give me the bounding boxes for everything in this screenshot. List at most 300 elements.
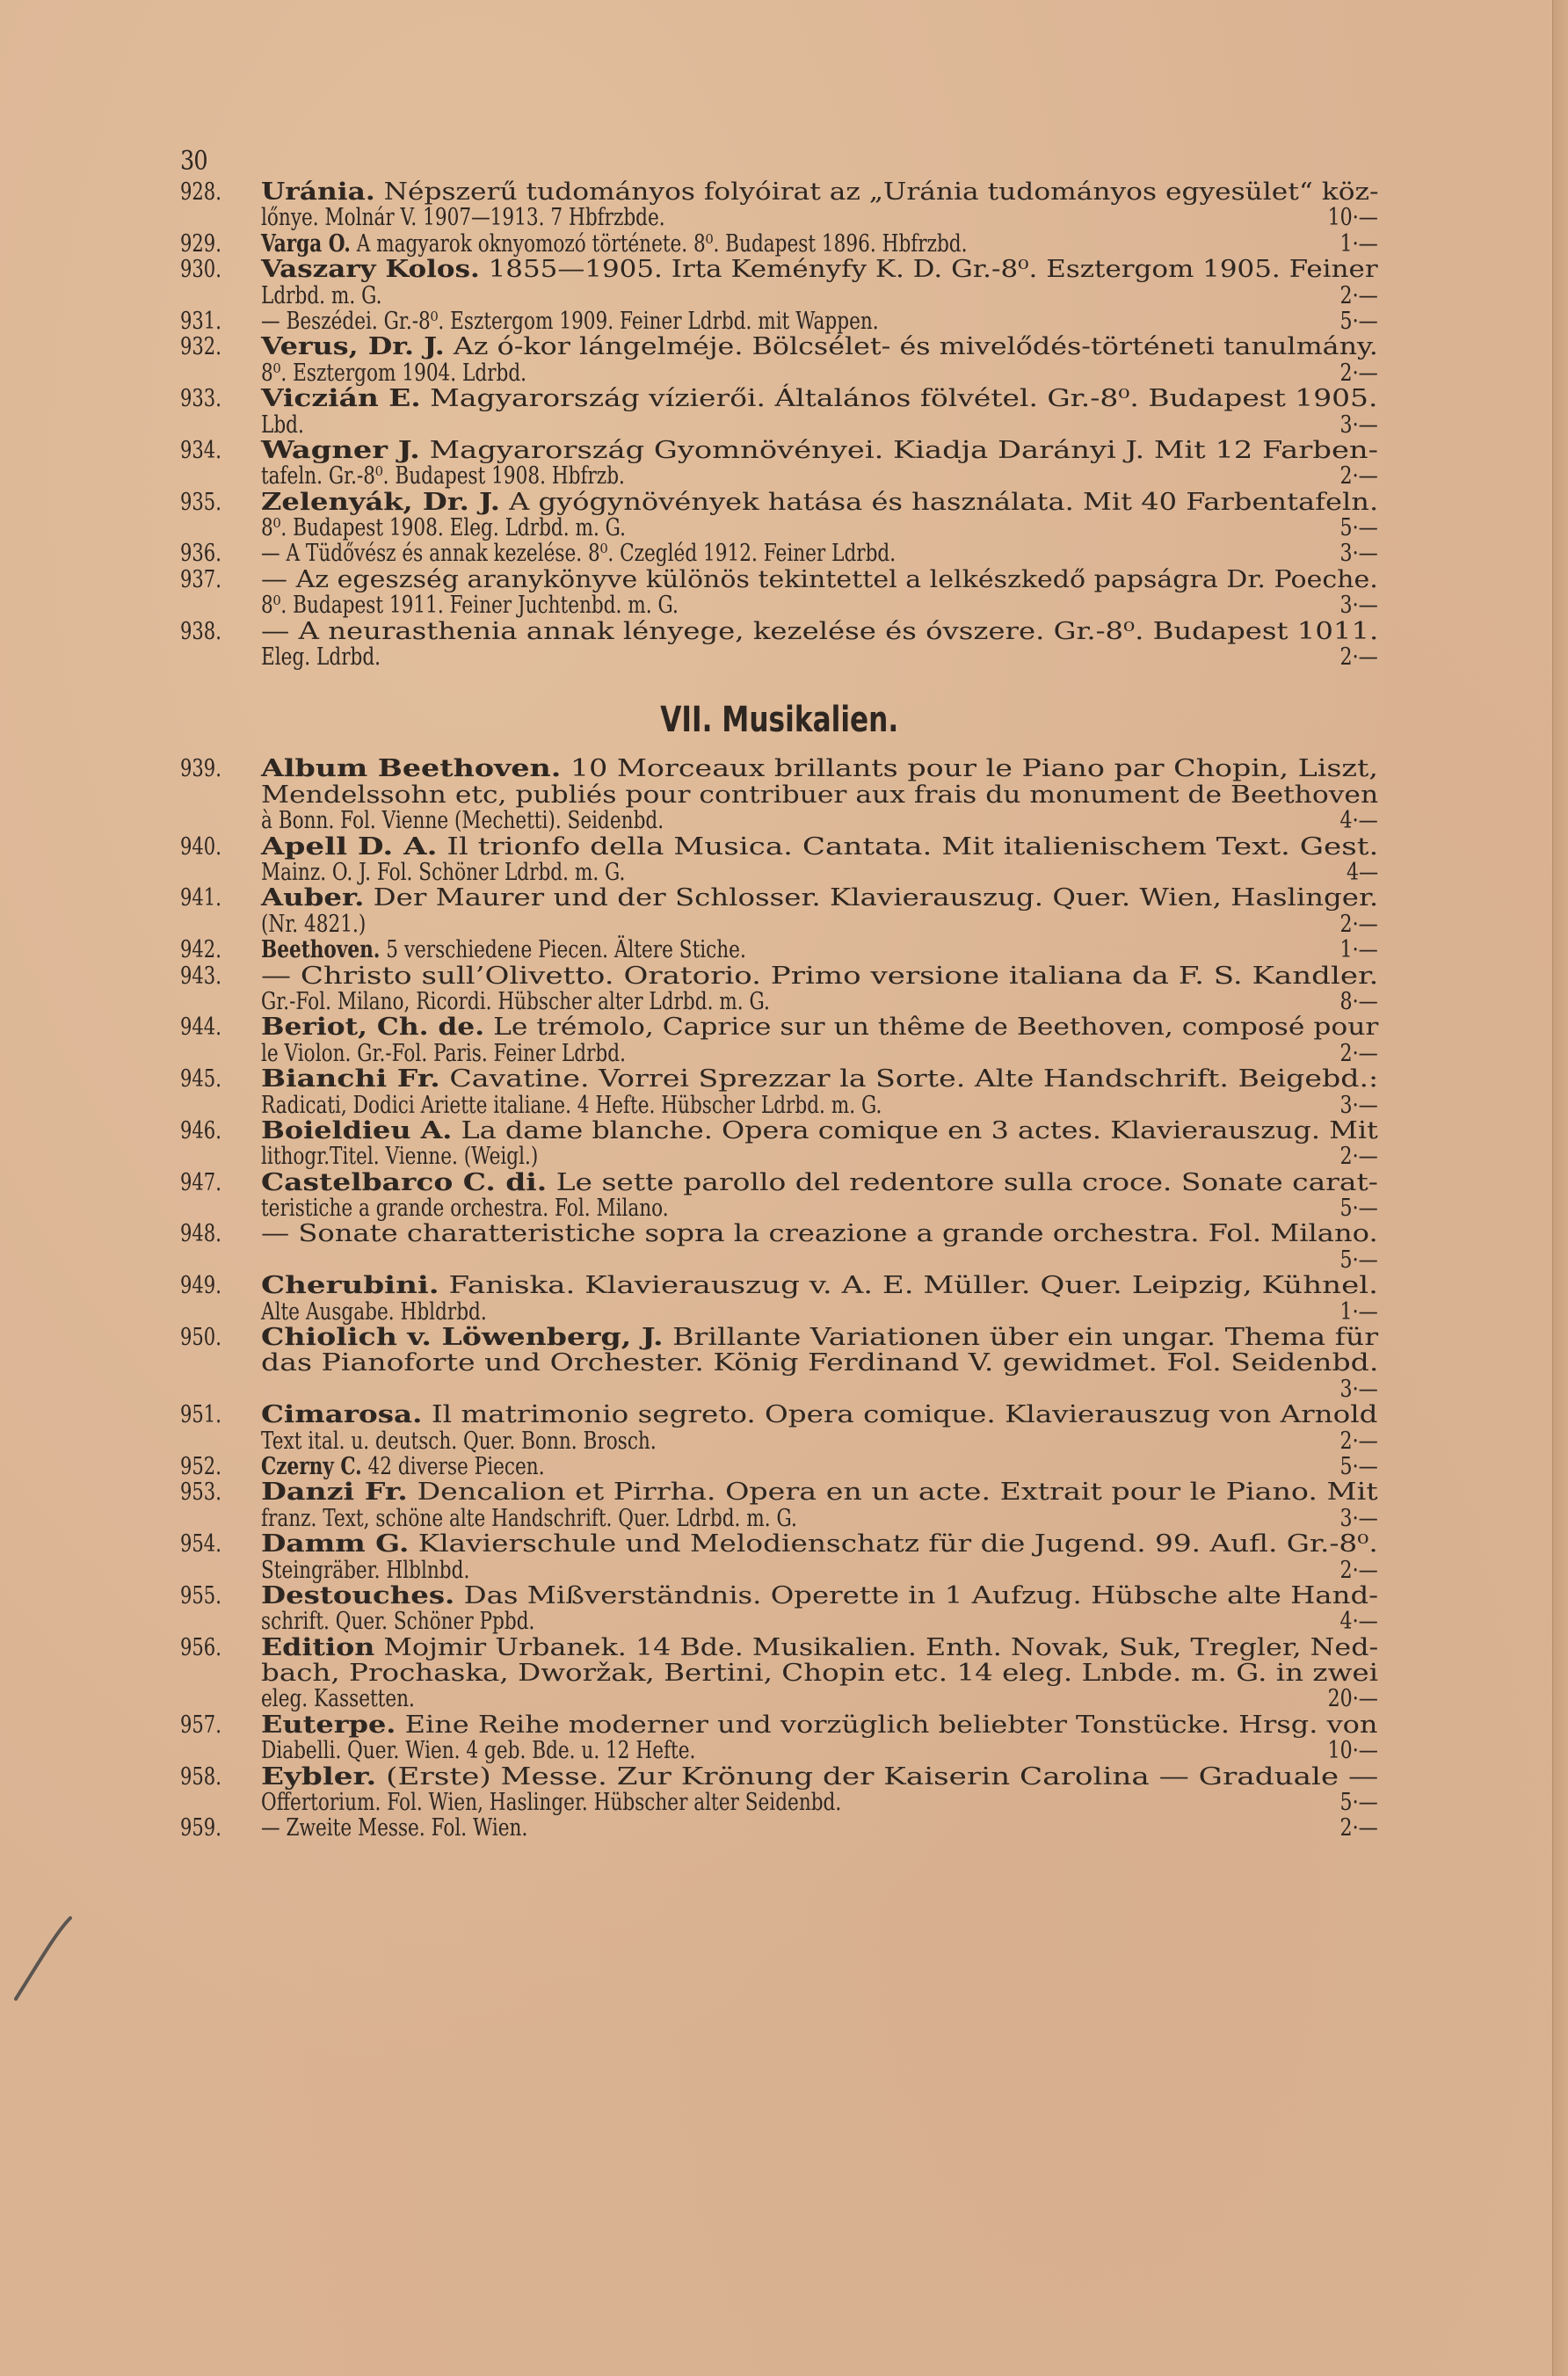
entry-number: 938.: [180, 617, 221, 645]
entry-line: [180, 1738, 1378, 1763]
entry-text: [261, 1014, 1378, 1040]
entry-line: [180, 1377, 1378, 1402]
entry-line: [180, 1479, 1378, 1505]
entry-description: eleg. Kassetten.: [261, 1685, 415, 1713]
entry-price: 4·—: [1339, 807, 1378, 835]
entry-text: [261, 1558, 469, 1583]
entry-author: Varga O.: [261, 229, 351, 258]
entry-price: 2·—: [1339, 359, 1378, 387]
entry-line: [180, 834, 1378, 860]
entry-author: Edition: [261, 1633, 375, 1661]
entry-price: 20·—: [1327, 1685, 1378, 1713]
entry-number: 933.: [180, 385, 221, 413]
catalog-entry: [180, 1325, 1378, 1402]
entry-line: [180, 1790, 1378, 1815]
entry-line: [180, 1325, 1378, 1350]
entry-line: [180, 360, 1378, 386]
entry-author: Verus, Dr. J.: [261, 333, 445, 361]
entry-description: Faniska. Klavierauszug v. A. E. Müller. Quer. Leipzig, Kühnel.: [439, 1272, 1379, 1300]
entry-line: [180, 386, 1378, 411]
entry-description: 8⁰. Budapest 1911. Feiner Juchtenbd. m. G.: [261, 592, 679, 620]
entry-price: 1·—: [1339, 936, 1378, 964]
catalog-entry: [180, 179, 1378, 231]
entry-description: Mendelssohn etc, publiés pour contribuer aux frais du monument de Beethoven: [261, 781, 1379, 809]
catalog-entry: [180, 334, 1378, 386]
entry-text: [261, 756, 1378, 781]
entry-line: [180, 782, 1378, 808]
entry-price: 2·—: [1339, 281, 1378, 309]
entry-text: [261, 1195, 669, 1221]
entry-number: 949.: [180, 1272, 221, 1300]
entry-text: [261, 1609, 534, 1634]
catalog-entry: [180, 1764, 1378, 1816]
catalog-entry: [180, 1221, 1378, 1273]
entry-description: das Pianoforte und Orchester. König Ferdinand V. gewidmet. Fol. Seidenbd.: [261, 1349, 1379, 1377]
entry-author: Castelbarco C. di.: [261, 1168, 548, 1196]
entry-description: Magyarország vízierői. Általános fölvétel. Gr.-8⁰. Budapest 1905.: [420, 385, 1378, 413]
entry-price: 2·—: [1339, 1039, 1378, 1067]
entry-line: [180, 1764, 1378, 1790]
entry-author: Cherubini.: [261, 1272, 439, 1300]
entry-price: 3·—: [1339, 1504, 1378, 1532]
entry-text: [261, 1299, 487, 1325]
entry-text: [261, 1738, 695, 1763]
entry-price: 2·—: [1339, 1556, 1378, 1584]
entry-text: [261, 937, 746, 963]
entry-description: — Az egeszség aranykönyve különös tekintettel a lelkészkedő papságra Dr. Poeche.: [261, 565, 1378, 593]
entry-line: [180, 1093, 1378, 1118]
entry-text: [261, 1635, 1378, 1660]
entry-text: [261, 592, 679, 618]
entry-price: 5·—: [1339, 1195, 1378, 1223]
entry-text: [261, 1712, 1378, 1738]
entry-line: [180, 885, 1378, 911]
entry-text: [261, 1583, 1378, 1609]
entry-text: [261, 989, 770, 1014]
catalog-entry: [180, 885, 1378, 937]
catalog-entry: [180, 1635, 1378, 1712]
catalog-entry: [180, 1479, 1378, 1531]
entry-text: [261, 567, 1378, 592]
entry-price: 4·—: [1339, 1608, 1378, 1636]
entry-number: 928.: [180, 178, 221, 206]
entry-line: [180, 1660, 1378, 1686]
entry-price: 5·—: [1339, 514, 1378, 542]
entry-line: [180, 1195, 1378, 1221]
entry-line: [180, 1712, 1378, 1738]
entry-line: [180, 541, 1378, 566]
entry-line: [180, 1170, 1378, 1195]
entry-text: [261, 1479, 1378, 1505]
entry-line: [180, 989, 1378, 1014]
entry-line: [180, 231, 1378, 257]
entry-number: 940.: [180, 832, 221, 861]
entry-line: [180, 205, 1378, 230]
entry-description: Népszerű tudományos folyóirat az „Uránia tudományos egyesület“ köz-: [374, 178, 1379, 206]
entry-line: [180, 963, 1378, 989]
entry-line: [180, 1506, 1378, 1531]
entry-description: — A neurasthenia annak lényege, kezelése és óvszere. Gr.-8⁰. Budapest 1011.: [261, 617, 1379, 645]
entry-number: 947.: [180, 1168, 221, 1196]
entry-price: 5·—: [1339, 1789, 1378, 1817]
entry-text: [261, 1221, 1378, 1246]
catalog-entry: [180, 1712, 1378, 1764]
entries-musikalien-section: [180, 756, 1378, 1841]
entry-description: Dencalion et Pirrha. Opera en un acte. Extrait pour le Piano. Mit: [407, 1479, 1378, 1507]
entry-description: 8⁰. Esztergom 1904. Ldrbd.: [261, 359, 527, 387]
entry-text: [261, 1041, 626, 1066]
entry-line: [180, 644, 1378, 670]
entry-author: Euterpe.: [261, 1711, 396, 1739]
entry-number: 945.: [180, 1065, 221, 1094]
entry-description: bach, Prochaska, Dworžak, Bertini, Chopin etc. 14 eleg. Lnbde. m. G. in zwei: [261, 1660, 1379, 1688]
catalog-entry: [180, 756, 1378, 833]
entry-line: [180, 756, 1378, 781]
entry-price: 2·—: [1339, 643, 1378, 672]
entry-line: [180, 1454, 1378, 1479]
page-edge-fold: [1552, 0, 1568, 2376]
entry-text: [261, 1273, 1378, 1298]
entry-number: 946.: [180, 1116, 221, 1144]
entry-number: 929.: [180, 229, 221, 258]
entry-description: le Violon. Gr.-Fol. Paris. Feiner Ldrbd.: [261, 1039, 626, 1067]
entry-description: Eine Reihe moderner und vorzüglich beliebter Tonstücke. Hrsg. von: [396, 1711, 1378, 1739]
entry-description: (Nr. 4821.): [261, 910, 367, 938]
catalog-entry: [180, 619, 1378, 671]
catalog-entry: [180, 257, 1378, 309]
entry-description: Radicati, Dodici Ariette italiane. 4 Hefte. Hübscher Ldrbd. m. G.: [261, 1091, 882, 1119]
entry-text: [261, 1144, 538, 1169]
entry-number: 931.: [180, 307, 221, 335]
entry-number: 934.: [180, 436, 221, 464]
entry-line: [180, 1531, 1378, 1557]
entry-author: Beethoven.: [261, 936, 381, 964]
entry-line: [180, 309, 1378, 334]
entry-author: Wagner J.: [261, 436, 420, 464]
entry-number: 942.: [180, 936, 221, 964]
entry-price: 10·—: [1327, 1737, 1378, 1765]
entry-line: [180, 1635, 1378, 1660]
entry-number: 957.: [180, 1711, 221, 1739]
entry-text: [261, 1790, 841, 1815]
entry-text: [261, 860, 625, 885]
section-heading: [180, 670, 1378, 745]
entry-price: 2·—: [1339, 1814, 1378, 1842]
page-number: 30: [180, 146, 207, 177]
entry-description: à Bonn. Fol. Vienne (Mechetti). Seidenbd.: [261, 807, 664, 835]
entry-line: [180, 1299, 1378, 1325]
entry-description: A magyarok oknyomozó története. 8⁰. Budapest 1896. Hbfrzbd.: [350, 229, 968, 258]
entry-description: Cavatine. Vorrei Sprezzar la Sorte. Alte Handschrift. Beigebd.:: [439, 1065, 1379, 1094]
catalog-entry: [180, 567, 1378, 619]
catalog-entry: [180, 231, 1378, 257]
entry-text: [261, 360, 526, 386]
entry-description: 1855—1905. Irta Keményfy K. D. Gr.-8⁰. Esztergom 1905. Feiner: [479, 256, 1378, 284]
catalog-entry: [180, 1273, 1378, 1325]
entry-description: Magyarország Gyomnövényei. Kiadja Darányi J. Mit 12 Farben-: [419, 436, 1378, 464]
entry-author: Zelenyák, Dr. J.: [261, 488, 500, 516]
entry-description: 10 Morceaux brillants pour le Piano par Chopin, Liszt,: [561, 755, 1378, 783]
entry-author: Damm G.: [261, 1530, 410, 1559]
entry-description: A gyógynövények hatása és használata. Mit 40 Farbentafeln.: [499, 488, 1379, 516]
entry-number: 948.: [180, 1220, 221, 1248]
entry-line: [180, 1428, 1378, 1454]
entry-number: 956.: [180, 1633, 221, 1661]
entry-line: [180, 412, 1378, 438]
entry-description: 5 verschiedene Piecen. Ältere Stiche.: [380, 936, 746, 964]
entry-description: tafeln. Gr.-8⁰. Budapest 1908. Hbfrzb.: [261, 462, 625, 490]
catalog-entry: [180, 1014, 1378, 1066]
entry-number: 936.: [180, 540, 221, 568]
entry-author: Uránia.: [261, 178, 375, 206]
entry-number: 954.: [180, 1530, 221, 1559]
entry-text: [261, 1815, 527, 1841]
entry-price: 10·—: [1327, 204, 1378, 232]
entry-text: [261, 1066, 1378, 1092]
entry-text: [261, 619, 1378, 644]
entry-text: [261, 205, 665, 230]
entry-description: — Zweite Messe. Fol. Wien.: [261, 1814, 528, 1842]
catalog-entry: [180, 1170, 1378, 1222]
entry-author: Destouches.: [261, 1581, 455, 1609]
entry-line: [180, 1041, 1378, 1066]
catalog-entry: [180, 490, 1378, 541]
entry-description: — Christo sull’Olivetto. Oratorio. Primo versione italiana da F. S. Kandler.: [261, 962, 1379, 990]
entry-line: [180, 1558, 1378, 1583]
entry-number: 935.: [180, 488, 221, 516]
entry-author: Viczián E.: [261, 385, 421, 413]
entry-description: Lbd.: [261, 411, 304, 439]
entry-text: [261, 963, 1378, 989]
entry-description: — A Tüdővész és annak kezelése. 8⁰. Czegléd 1912. Feiner Ldrbd.: [261, 540, 897, 568]
entry-author: Eybler.: [261, 1762, 377, 1791]
entry-text: [261, 257, 1378, 282]
catalog-entry: [180, 386, 1378, 438]
entry-text: [261, 1660, 1378, 1686]
entry-text: [261, 283, 381, 309]
entry-text: [261, 438, 1378, 463]
entry-line: [180, 1066, 1378, 1092]
entry-text: [261, 541, 896, 566]
entry-text: [261, 412, 304, 438]
entry-line: [180, 1118, 1378, 1144]
entry-description: — Beszédei. Gr.-8⁰. Esztergom 1909. Feiner Ldrbd. mit Wappen.: [261, 307, 879, 335]
entry-line: [180, 490, 1378, 515]
entry-text: [261, 644, 381, 670]
catalog-entry: [180, 438, 1378, 490]
entry-author: Beriot, Ch. de.: [261, 1014, 485, 1042]
entry-text: [261, 334, 1378, 360]
entry-line: [180, 567, 1378, 592]
entry-description: franz. Text, schöne alte Handschrift. Quer. Ldrbd. m. G.: [261, 1504, 797, 1532]
entry-text: [261, 782, 1378, 808]
entry-text: [261, 1093, 882, 1118]
entry-author: Danzi Fr.: [261, 1479, 408, 1507]
entry-description: Klavierschule und Melodienschatz für die Jugend. 99. Aufl. Gr.-8⁰.: [409, 1530, 1378, 1559]
entry-line: [180, 592, 1378, 618]
entry-number: 944.: [180, 1014, 221, 1042]
catalog-entry: [180, 1402, 1378, 1454]
entry-number: 939.: [180, 755, 221, 783]
entry-line: [180, 1273, 1378, 1298]
entry-price: 5·—: [1339, 1452, 1378, 1480]
entry-line: [180, 860, 1378, 885]
entry-line: [180, 1221, 1378, 1246]
entry-description: Il matrimonio segreto. Opera comique. Klavierauszug von Arnold: [422, 1401, 1378, 1429]
entry-description: Il trionfo della Musica. Cantata. Mit italienischem Text. Gest.: [437, 832, 1379, 861]
entry-line: [180, 1247, 1378, 1273]
entry-description: 42 diverse Piecen.: [361, 1452, 545, 1480]
entry-text: [261, 885, 1378, 911]
entry-line: [180, 1609, 1378, 1634]
catalog-entry: [180, 963, 1378, 1015]
entry-text: [261, 1350, 1378, 1376]
entry-author: Cimarosa.: [261, 1401, 423, 1429]
entry-author: Apell D. A.: [261, 832, 438, 861]
entry-description: — Sonate charatteristiche sopra la creazione a grande orchestra. Fol. Milano.: [261, 1220, 1378, 1248]
entry-number: 930.: [180, 256, 221, 284]
entries-before-section: [180, 179, 1378, 670]
entry-line: [180, 912, 1378, 937]
entry-description: schrift. Quer. Schöner Ppbd.: [261, 1608, 535, 1636]
entry-text: [261, 231, 968, 257]
entry-number: 943.: [180, 962, 221, 990]
entry-text: [261, 179, 1379, 205]
catalog-entry: [180, 309, 1378, 334]
entry-author: Czerny C.: [261, 1452, 362, 1480]
entry-text: [261, 808, 664, 833]
entry-text: [261, 912, 366, 937]
entry-description: Eleg. Ldrbd.: [261, 643, 381, 672]
entry-description: Alte Ausgabe. Hbldrbd.: [261, 1297, 487, 1326]
pencil-mark-icon: [12, 1915, 74, 2002]
catalog-entry: [180, 937, 1378, 963]
entry-text: [261, 1506, 797, 1531]
entry-price: 2·—: [1339, 462, 1378, 490]
entry-text: [261, 834, 1378, 860]
entry-description: Le sette parollo del redentore sulla croce. Sonate carat-: [547, 1168, 1378, 1196]
entry-description: Mojmir Urbanek. 14 Bde. Musikalien. Enth. Novak, Suk, Tregler, Ned-: [374, 1633, 1379, 1661]
entry-line: [180, 463, 1378, 489]
entry-text: [261, 1170, 1378, 1195]
catalog-entry: [180, 1066, 1378, 1118]
entry-price: 4—: [1346, 858, 1378, 886]
catalog-entry: [180, 1583, 1378, 1635]
entry-price: 2·—: [1339, 1143, 1378, 1171]
catalog-entry: [180, 1118, 1378, 1170]
entry-description: La dame blanche. Opera comique en 3 actes. Klavierauszug. Mit: [452, 1116, 1378, 1144]
entry-line: [180, 1815, 1378, 1841]
entry-number: 959.: [180, 1814, 221, 1842]
entry-line: [180, 1686, 1378, 1711]
entry-number: 937.: [180, 565, 221, 593]
entry-number: 958.: [180, 1762, 221, 1791]
entry-text: [261, 309, 879, 334]
entry-description: lithogr.Titel. Vienne. (Weigl.): [261, 1143, 539, 1171]
entry-price: 5·—: [1339, 1246, 1378, 1274]
entry-description: 8⁰. Budapest 1908. Eleg. Ldrbd. m. G.: [261, 514, 627, 542]
entry-line: [180, 1144, 1378, 1169]
entry-description: lőnye. Molnár V. 1907—1913. 7 Hbfrzbde.: [261, 204, 665, 232]
entry-author: Album Beethoven.: [261, 755, 562, 783]
entry-price: 3·—: [1339, 592, 1378, 620]
entry-description: Text ital. u. deutsch. Quer. Bonn. Brosch.: [261, 1427, 657, 1455]
entry-line: [180, 937, 1378, 963]
entry-line: [180, 1402, 1378, 1428]
entry-text: [261, 1118, 1378, 1144]
entry-description: Gr.-Fol. Milano, Ricordi. Hübscher alter Ldrbd. m. G.: [261, 987, 770, 1015]
entry-line: [180, 515, 1378, 541]
entry-price: 1·—: [1339, 1297, 1378, 1326]
entry-text: [261, 1402, 1378, 1428]
entry-text: [261, 1686, 415, 1711]
entry-line: [180, 438, 1378, 463]
catalog-entry: [180, 1454, 1378, 1479]
entry-text: [261, 1325, 1378, 1350]
entry-description: Az ó-kor lángelméje. Bölcsélet- és mivelődés-történeti tanulmány.: [444, 333, 1378, 361]
entry-line: [180, 1014, 1378, 1040]
entry-price: 1·—: [1339, 229, 1378, 258]
entry-text: [261, 1764, 1378, 1790]
entry-description: Ldrbd. m. G.: [261, 281, 382, 309]
entry-description: Brillante Variationen über ein ungar. Thema für: [663, 1324, 1379, 1352]
catalog-entry: [180, 541, 1378, 566]
entry-text: [261, 1454, 545, 1479]
entry-price: 8·—: [1339, 987, 1378, 1015]
entry-price: 2·—: [1339, 1427, 1378, 1455]
entry-line: [180, 619, 1378, 644]
entry-description: Offertorium. Fol. Wien, Haslinger. Hübscher alter Seidenbd.: [261, 1789, 842, 1817]
entry-description: Das Mißverständnis. Operette in 1 Aufzug. Hübsche alte Hand-: [454, 1581, 1379, 1609]
entry-description: Der Maurer und der Schlosser. Klavierauszug. Quer. Wien, Haslinger.: [364, 884, 1379, 912]
entry-line: [180, 257, 1378, 282]
entry-number: 950.: [180, 1324, 221, 1352]
entry-line: [180, 1583, 1378, 1609]
entry-price: 5·—: [1339, 307, 1378, 335]
entry-text: [261, 386, 1377, 411]
entry-price: 3·—: [1339, 1091, 1378, 1119]
entry-description: Le trémolo, Caprice sur un thême de Beethoven, composé pour: [484, 1014, 1379, 1042]
entry-description: teristiche a grande orchestra. Fol. Milano.: [261, 1195, 669, 1223]
entry-author: Vaszary Kolos.: [261, 256, 480, 284]
entry-author: Auber.: [261, 884, 365, 912]
catalog-entry: [180, 1531, 1378, 1583]
catalog-column: [180, 179, 1378, 1842]
entry-number: 952.: [180, 1452, 221, 1480]
entry-description: (Erste) Messe. Zur Krönung der Kaiserin Carolina — Graduale —: [376, 1762, 1379, 1791]
entry-text: [261, 1428, 657, 1454]
entry-text: [261, 463, 625, 489]
entry-number: 955.: [180, 1581, 221, 1609]
entry-number: 951.: [180, 1401, 221, 1429]
entry-number: 953.: [180, 1479, 221, 1507]
entry-number: 932.: [180, 333, 221, 361]
entry-line: [180, 334, 1378, 360]
entry-price: 3·—: [1339, 1375, 1378, 1403]
entry-number: 941.: [180, 884, 221, 912]
entry-price: 3·—: [1339, 411, 1378, 439]
entry-text: [261, 1531, 1378, 1557]
entry-price: 3·—: [1339, 540, 1378, 568]
entry-text: [261, 515, 626, 541]
entry-line: [180, 179, 1378, 205]
entry-description: Steingräber. Hlblnbd.: [261, 1556, 470, 1584]
entry-description: Mainz. O. J. Fol. Schöner Ldrbd. m. G.: [261, 858, 626, 886]
entry-line: [180, 808, 1378, 833]
catalog-entry: [180, 1815, 1378, 1841]
section-heading-text: VII. Musikalien.: [659, 700, 899, 741]
entry-description: Diabelli. Quer. Wien. 4 geb. Bde. u. 12 Hefte.: [261, 1737, 696, 1765]
